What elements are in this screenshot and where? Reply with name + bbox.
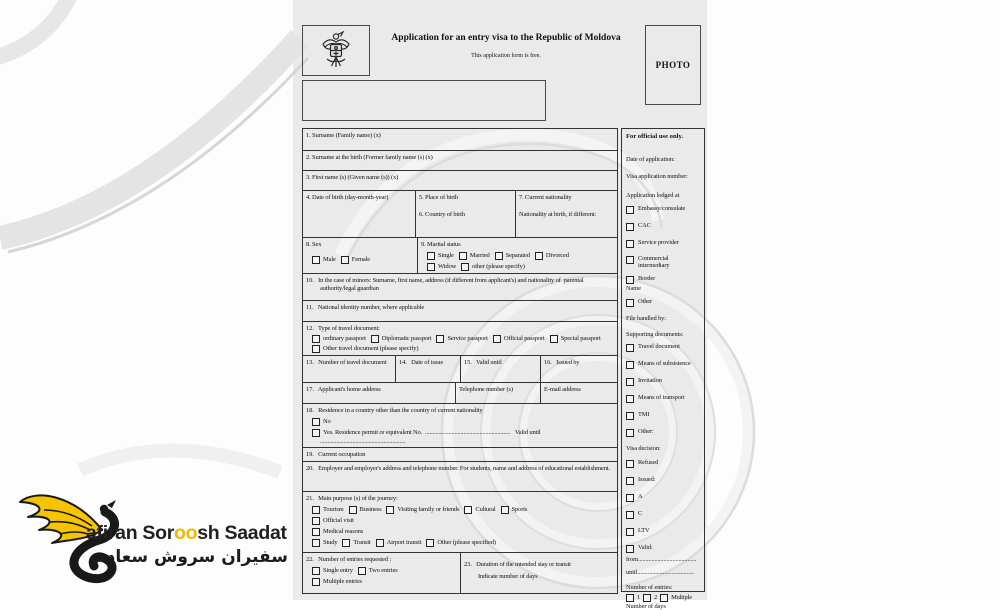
checkbox-option	[312, 539, 337, 547]
checkbox-label: Single entry	[323, 567, 353, 575]
official-checkbox-option	[626, 377, 700, 386]
checkbox[interactable]	[626, 412, 634, 420]
form-cell	[303, 151, 617, 170]
checkbox[interactable]	[312, 429, 320, 437]
checkbox-label: Other travel document (please specify)	[323, 345, 419, 353]
checkbox[interactable]	[626, 477, 634, 485]
field-label: 21. Main purpose (s) of the journey:	[306, 495, 398, 502]
checkbox[interactable]	[626, 361, 634, 369]
official-field-label: Number of entries:	[626, 583, 673, 591]
checkbox[interactable]	[501, 506, 509, 514]
checkbox-label: Service provider	[638, 238, 679, 246]
checkbox-label: Commercial intermediary	[638, 254, 670, 270]
official-checkbox-option	[626, 239, 700, 248]
official-field-label: Number of days	[626, 602, 666, 610]
checkbox[interactable]	[312, 256, 320, 264]
field-label: 3. First name (s) (Given name (s)) (x)	[306, 174, 399, 181]
checkbox-label: Cultural	[475, 506, 496, 514]
checkbox-label: CAC	[638, 221, 651, 229]
form-cell	[418, 238, 617, 273]
checkbox[interactable]	[626, 429, 634, 437]
checkbox-option	[371, 335, 432, 343]
photo-box	[645, 25, 701, 105]
checkbox[interactable]	[626, 594, 634, 602]
official-field-label: from.......................................	[626, 555, 697, 563]
checkbox[interactable]	[427, 263, 435, 271]
checkbox-option	[426, 539, 495, 547]
checkbox-option	[312, 506, 344, 514]
checkbox-option	[550, 335, 601, 343]
official-use-title: For official use only.	[626, 133, 684, 140]
form-row-14	[303, 492, 617, 553]
checkbox[interactable]	[312, 567, 320, 575]
form-cell	[303, 171, 617, 190]
checkbox[interactable]	[436, 335, 444, 343]
checkbox-label: LTV	[638, 526, 650, 534]
form-row-5	[303, 238, 617, 274]
checkbox-option	[495, 252, 530, 260]
form-cell	[303, 191, 416, 237]
checkbox[interactable]	[626, 299, 634, 307]
checkbox[interactable]	[358, 567, 366, 575]
checkbox[interactable]	[312, 335, 320, 343]
checkbox-option	[386, 506, 459, 514]
checkbox-option	[312, 517, 354, 525]
form-row-3	[303, 171, 617, 191]
checkbox-label: Multiple entries	[323, 578, 362, 586]
form-cell	[396, 356, 461, 382]
checkbox-label: Divorced	[545, 252, 569, 260]
official-checkbox-option	[626, 459, 700, 468]
official-checkbox-option	[626, 476, 700, 485]
form-row-10	[303, 383, 617, 404]
field-label: 22. Number of entries requested :	[306, 556, 392, 563]
official-checkbox-option	[626, 428, 700, 437]
checkbox-option	[312, 418, 331, 426]
checkbox-row	[312, 429, 614, 437]
official-field-label: Date of application:	[626, 155, 675, 163]
checkbox[interactable]	[626, 395, 634, 403]
checkbox-option	[312, 578, 362, 586]
field-label: 16. Issued by	[544, 359, 580, 366]
field-label: 4. Date of birth (day-month-year)	[306, 194, 389, 201]
form-cell	[303, 356, 396, 382]
checkbox[interactable]	[626, 460, 634, 468]
official-checkbox-option	[626, 298, 700, 307]
form-subtitle: This application form is free.	[471, 53, 541, 60]
form-row-13	[303, 462, 617, 492]
field-label: 18. Residence in a country other than the country of current nationality	[306, 407, 483, 414]
form-row-12	[303, 448, 617, 462]
checkbox-label: Married	[469, 252, 490, 260]
checkbox[interactable]	[312, 578, 320, 586]
form-content	[293, 0, 707, 610]
header-title-block	[373, 33, 639, 59]
checkbox-option	[660, 594, 692, 602]
checkbox-option	[493, 335, 545, 343]
field-label: 9. Marital status	[421, 241, 461, 248]
checkbox[interactable]	[626, 494, 634, 502]
official-checkbox-option	[626, 411, 700, 420]
form-row-2	[303, 151, 617, 171]
checkbox-label: Two entries	[368, 567, 398, 575]
checkbox-label: Other (please specified)	[437, 539, 496, 547]
field-label: 15. Valid until	[464, 359, 502, 366]
official-field-label: File handled by:	[626, 314, 666, 322]
checkbox-option	[341, 256, 370, 264]
checkbox-label: Official passport	[503, 335, 545, 343]
checkbox-label: Transit	[353, 539, 371, 547]
field-label: 6. Country of birth	[419, 210, 465, 218]
official-field-label: Supporting documents:	[626, 331, 684, 339]
form-row-8	[303, 322, 617, 356]
moldova-coat-of-arms	[302, 25, 370, 76]
checkbox-row	[312, 539, 614, 547]
form-cell	[461, 553, 617, 593]
checkbox[interactable]	[341, 256, 349, 264]
form-table	[302, 128, 618, 594]
form-cell	[303, 383, 456, 403]
checkbox[interactable]	[493, 335, 501, 343]
checkbox-label: Border	[638, 275, 656, 283]
checkbox-row	[312, 567, 457, 575]
checkbox-option	[312, 567, 353, 575]
agency-name-latin	[86, 522, 287, 545]
checkbox[interactable]	[626, 344, 634, 352]
checkbox-row	[312, 256, 414, 264]
checkbox[interactable]	[626, 256, 634, 264]
checkbox-row	[312, 528, 614, 536]
official-checkbox-option	[626, 275, 700, 284]
checkbox[interactable]	[312, 517, 320, 525]
checkbox-label: Male	[323, 256, 336, 264]
checkbox-label: Female	[351, 256, 370, 264]
official-checkbox-option	[626, 205, 700, 214]
checkbox-label: ordinary passport	[323, 335, 366, 343]
checkbox-option	[427, 263, 456, 271]
checkbox-label: No	[323, 418, 331, 426]
checkbox-label: Sports	[511, 506, 528, 514]
checkbox-row	[312, 345, 614, 353]
checkbox-label: Official visit	[323, 517, 354, 525]
form-row-6	[303, 274, 617, 301]
checkbox-label: Yes. Residence permit or equivalent No. .......................................................... Valid until	[323, 429, 541, 437]
checkbox-label: Travel document	[638, 343, 680, 351]
form-cell	[303, 404, 617, 447]
checkbox-label: 2	[654, 594, 658, 602]
checkbox[interactable]	[626, 528, 634, 536]
checkbox[interactable]	[312, 345, 320, 353]
checkbox[interactable]	[376, 539, 384, 547]
official-field-label: Visa application number:	[626, 172, 688, 180]
checkbox-label: 1	[637, 594, 641, 602]
field-label: 5. Place of birth	[419, 194, 458, 201]
checkbox[interactable]	[535, 252, 543, 260]
official-checkbox-option	[626, 544, 700, 553]
field-label: 14. Date of issue	[399, 359, 444, 366]
brand-accent-text: oo	[174, 522, 198, 544]
checkbox-option	[461, 263, 525, 271]
checkbox-option	[464, 506, 495, 514]
checkbox[interactable]	[427, 252, 435, 260]
checkbox-label: Other	[638, 297, 653, 305]
form-cell	[303, 492, 617, 552]
official-checkbox-option	[626, 493, 700, 502]
checkbox-row	[312, 335, 614, 343]
field-label: E-mail address	[544, 386, 581, 393]
checkbox-label: Multiple	[671, 594, 692, 602]
agency-name-persian: سفیران سروش سعادت	[89, 547, 288, 567]
checkbox-label: Tourism	[323, 506, 344, 514]
field-label: 1. Surname (Family name) (x)	[306, 132, 381, 139]
checkbox[interactable]	[626, 378, 634, 386]
brand-text: afiran Sor	[86, 522, 175, 544]
official-checkbox-option	[626, 255, 700, 270]
checkbox-row	[312, 506, 614, 514]
form-row-7	[303, 301, 617, 322]
coat-of-arms-icon	[314, 29, 358, 73]
checkbox[interactable]	[371, 335, 379, 343]
checkbox[interactable]	[312, 528, 320, 536]
form-cell	[303, 448, 617, 461]
checkbox[interactable]	[349, 506, 357, 514]
checkbox[interactable]	[626, 240, 634, 248]
field-label: 20. Employer and employer's address and telephone number. For students, name and address of educational establishment.	[306, 465, 610, 472]
checkbox-label: Special passport	[560, 335, 601, 343]
form-cell	[303, 238, 418, 273]
official-checkbox-option	[626, 527, 700, 536]
checkbox-label: Diplomatic passport	[381, 335, 432, 343]
checkbox-label: Airport transit	[386, 539, 422, 547]
checkbox[interactable]	[495, 252, 503, 260]
blank-header-box	[302, 80, 546, 121]
checkbox[interactable]	[626, 223, 634, 231]
field-label: ..........................................................	[320, 437, 406, 445]
field-label: 17. Applicant's home address	[306, 386, 381, 393]
field-label: 2. Surname at the birth (Former family name (s) (x)	[306, 154, 433, 161]
checkbox-option	[358, 567, 398, 575]
checkbox-row	[427, 263, 614, 271]
field-label: 8. Sex	[306, 241, 322, 248]
form-cell	[303, 301, 617, 321]
checkbox-option	[626, 594, 640, 602]
form-title: Application for an entry visa to the Republic of Moldova	[391, 33, 621, 43]
form-cell	[461, 356, 541, 382]
checkbox-option	[312, 256, 336, 264]
form-cell	[303, 129, 617, 150]
checkbox[interactable]	[626, 206, 634, 214]
checkbox-row	[312, 517, 614, 525]
form-row-15	[303, 553, 617, 593]
checkbox-label: C	[638, 509, 643, 517]
checkbox[interactable]	[386, 506, 394, 514]
field-label: 10. In the case of minors: Surname, first name, address (if different from applicant's) and nationality of parental authority/legal guardian	[306, 277, 585, 292]
checkbox[interactable]	[459, 252, 467, 260]
checkbox[interactable]	[312, 539, 320, 547]
checkbox[interactable]	[461, 263, 469, 271]
form-cell	[516, 191, 617, 237]
checkbox-label: Other:	[638, 428, 654, 436]
official-checkbox-option	[626, 510, 700, 519]
checkbox-label: Means of transport	[638, 394, 685, 402]
field-label: 7. Current nationality	[519, 194, 572, 201]
checkbox-label: Embassy/consulate	[638, 204, 686, 212]
official-checkbox-option	[626, 360, 700, 369]
official-use-column	[621, 128, 705, 610]
official-checkbox-option	[626, 343, 700, 352]
checkbox-label: Means of subsistence	[638, 360, 691, 368]
checkbox-option	[501, 506, 528, 514]
checkbox[interactable]	[342, 539, 350, 547]
checkbox-option	[459, 252, 490, 260]
checkbox-label: A	[638, 492, 643, 500]
form-cell	[303, 462, 617, 491]
form-cell	[303, 322, 617, 355]
form-row-4	[303, 191, 617, 238]
form-row-9	[303, 356, 617, 383]
form-cell	[303, 274, 617, 300]
checkbox-label: Medical reasons	[323, 528, 364, 536]
field-label: Indicate number of days	[478, 572, 538, 580]
checkbox[interactable]	[626, 511, 634, 519]
official-field-label: until......................................	[626, 569, 695, 577]
field-label: 23. Duration of the intended stay or transit	[464, 561, 571, 568]
checkbox-option	[643, 594, 657, 602]
checkbox-label: other (please specify)	[472, 263, 525, 271]
official-field-label: Name	[626, 285, 641, 293]
checkbox[interactable]	[626, 276, 634, 284]
checkbox-option	[342, 539, 370, 547]
field-label: Telephone number (s)	[459, 386, 513, 393]
checkbox[interactable]	[464, 506, 472, 514]
checkbox[interactable]	[312, 506, 320, 514]
field-label: 11. National identity number, where applicable	[306, 304, 425, 311]
checkbox-option	[436, 335, 487, 343]
form-cell	[303, 553, 461, 593]
field-label: 12. Type of travel document:	[306, 325, 380, 332]
field-label: Nationality at birth, if different:	[519, 210, 597, 218]
official-checkbox-row	[626, 594, 700, 602]
checkbox-label: Valid:	[638, 543, 653, 551]
checkbox-row	[427, 252, 614, 260]
form-cell	[541, 383, 617, 403]
form-cell	[541, 356, 617, 382]
agency-logo	[14, 488, 296, 598]
official-checkbox-option	[626, 222, 700, 231]
checkbox-option	[312, 335, 366, 343]
checkbox[interactable]	[660, 594, 668, 602]
checkbox-row	[312, 418, 614, 426]
checkbox-option	[312, 528, 363, 536]
checkbox[interactable]	[643, 594, 651, 602]
checkbox-option	[349, 506, 382, 514]
checkbox-option	[535, 252, 569, 260]
photo-label: PHOTO	[655, 60, 691, 70]
field-label: 19. Current occupation	[306, 451, 366, 458]
checkbox[interactable]	[550, 335, 558, 343]
form-cell	[456, 383, 541, 403]
checkbox-option	[376, 539, 422, 547]
checkbox-label: Invitation	[638, 377, 662, 385]
official-field-label: Visa decision:	[626, 445, 661, 453]
form-row-11	[303, 404, 617, 448]
checkbox[interactable]	[626, 545, 634, 553]
form-cell	[416, 191, 516, 237]
checkbox[interactable]	[426, 539, 434, 547]
checkbox-label: TMI	[638, 411, 650, 419]
brand-text: sh Saadat	[197, 522, 287, 544]
checkbox-row	[312, 578, 457, 586]
checkbox-label: Visiting family or friends	[397, 506, 460, 514]
official-field-label: Application lodged at	[626, 192, 680, 200]
checkbox-option	[312, 429, 541, 437]
checkbox-label: Issued:	[638, 475, 656, 483]
checkbox-label: Separated	[505, 252, 530, 260]
checkbox-label: Study	[323, 539, 338, 547]
form-row-1	[303, 129, 617, 151]
field-label: 13. Number of travel document	[306, 359, 387, 366]
checkbox[interactable]	[312, 418, 320, 426]
checkbox-option	[427, 252, 454, 260]
checkbox-label: Widow	[438, 263, 457, 271]
official-checkbox-option	[626, 394, 700, 403]
checkbox-option	[312, 345, 418, 353]
checkbox-label: Single	[438, 252, 454, 260]
checkbox-label: Business	[359, 506, 382, 514]
checkbox-label: Service passport	[447, 335, 488, 343]
checkbox-label: Refused	[638, 458, 659, 466]
